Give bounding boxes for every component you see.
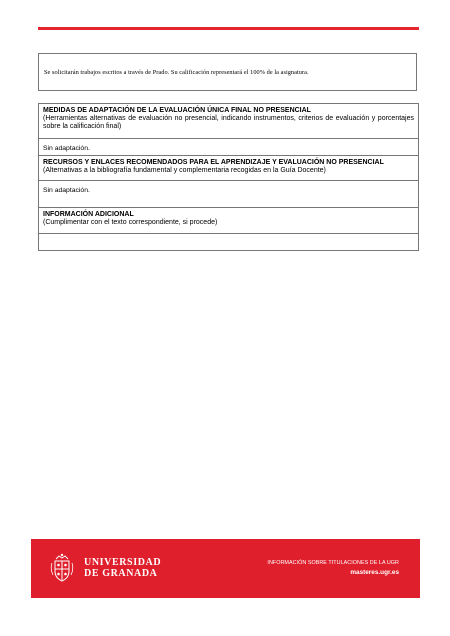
titulaciones-info-text: INFORMACIÓN SOBRE TITULACIONES DE LA UGR bbox=[267, 560, 399, 566]
section-content: Sin adaptación. bbox=[39, 139, 418, 156]
intro-box bbox=[38, 53, 417, 91]
section-title: MEDIDAS DE ADAPTACIÓN DE LA EVALUACIÓN ÚNICA FINAL NO PRESENCIAL bbox=[43, 107, 311, 114]
section-title: INFORMACIÓN ADICIONAL bbox=[43, 211, 134, 218]
university-name-line1: UNIVERSIDAD bbox=[84, 557, 162, 568]
university-name bbox=[84, 557, 161, 579]
intro-text: Se solicitarán trabajos escritos a través de Prado. Su calificación representará el 100% de la asignatura. bbox=[44, 69, 309, 76]
top-rule bbox=[38, 27, 419, 30]
section-subtitle: (Cumplimentar con el texto correspondiente, si procede) bbox=[43, 219, 218, 227]
footer-banner bbox=[31, 539, 420, 598]
section-header-informacion bbox=[39, 208, 418, 234]
university-crest-icon bbox=[50, 553, 74, 583]
section-content: Sin adaptación. bbox=[39, 181, 418, 208]
section-header-adaptacion bbox=[39, 104, 418, 139]
sections-table bbox=[38, 103, 419, 251]
masteres-link[interactable]: masteres.ugr.es bbox=[350, 569, 399, 576]
section-title: RECURSOS Y ENLACES RECOMENDADOS PARA EL APRENDIZAJE Y EVALUACIÓN NO PRESENCIAL bbox=[43, 159, 384, 166]
university-name-line2: DE GRANADA bbox=[84, 568, 158, 579]
section-subtitle: (Alternativas a la bibliografía fundamental y complementaria recogidas en la Guía Docente) bbox=[43, 167, 326, 175]
section-content bbox=[39, 234, 418, 250]
section-header-recursos bbox=[39, 156, 418, 181]
section-subtitle: (Herramientas alternativas de evaluación no presencial, indicando instrumentos, criterios de evaluación y porcentajes sobre la calificación final) bbox=[43, 115, 414, 131]
